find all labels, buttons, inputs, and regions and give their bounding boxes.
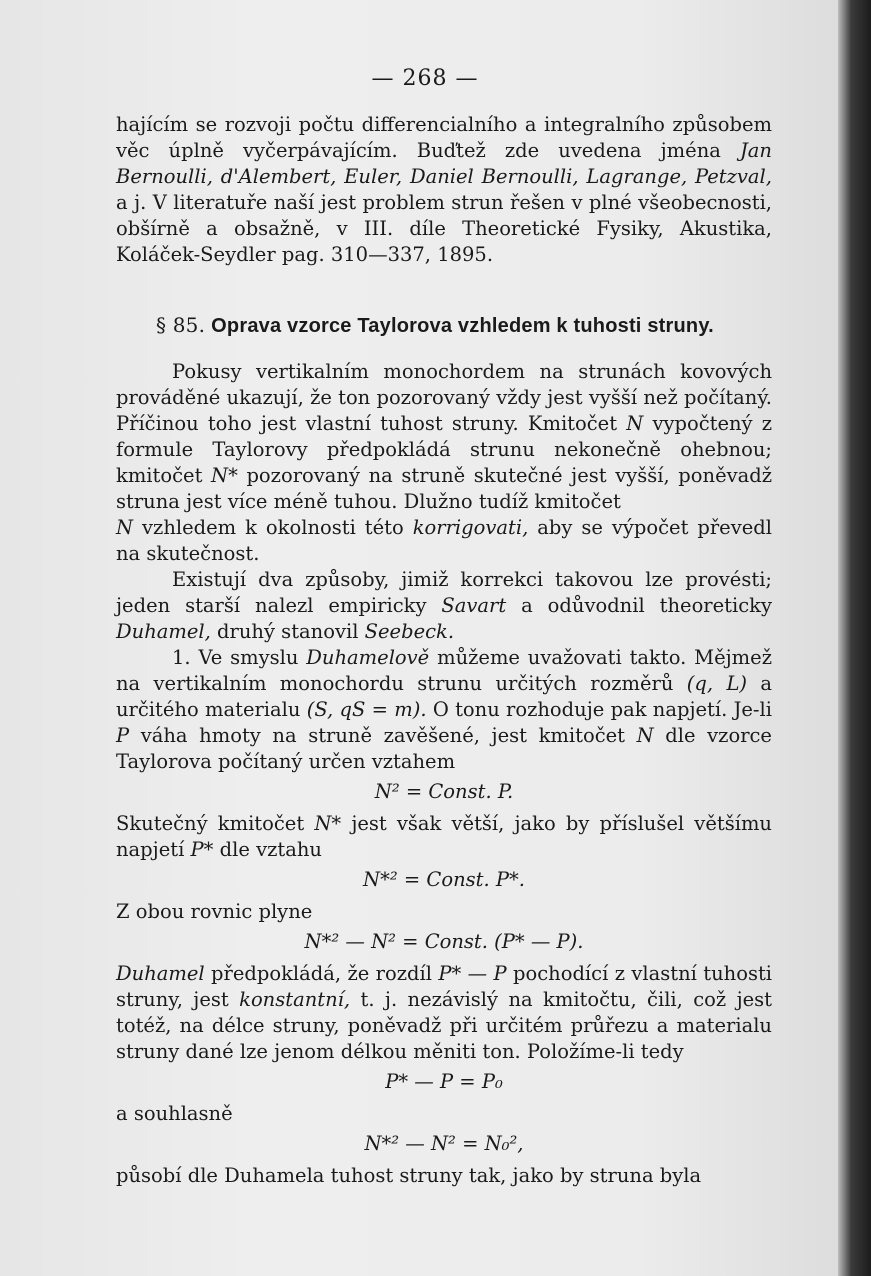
paragraph-skutecny xyxy=(116,811,772,863)
symbol: P* xyxy=(190,838,214,861)
text-run: a určitého materialu xyxy=(116,672,772,721)
intro-text-2: a j. V literatuře naší jest problem strun řešen v plné všeobecnosti, obšírně a obsažně, v III. díle Theoretické Fysiky, Akustika, Koláček-Seydler pag. 310—337, 1895. xyxy=(116,191,772,266)
name-seebeck: Seebeck. xyxy=(364,620,455,643)
text-run: Pokusy vertikalním monochordem na strunách kovových prováděné ukazují, že ton pozorovaný vždy jest vyšší než počítaný. Příčinou toho jest vlastní tuhost struny. Kmitočet xyxy=(116,360,772,435)
symbol: N* xyxy=(211,464,238,487)
symbol: P xyxy=(116,724,130,747)
text-run: vypočtený z formule Taylorovy předpokládá strunu nekonečně ohebnou; kmitočet xyxy=(116,412,772,487)
equation-text: P* — P = P₀ xyxy=(385,1070,503,1093)
page-body xyxy=(116,112,772,1189)
paragraph-z-obou: Z obou rovnic plyne xyxy=(116,900,313,923)
text-run: pozorovaný na struně skutečné jest vyšší, poněvadž struna jest více méně tuhou. Dlužno tudíž kmitočet xyxy=(116,464,773,513)
text-run: dle vztahu xyxy=(219,838,322,861)
equation-text: N² = Const. P. xyxy=(374,780,514,803)
section-title: Oprava vzorce Taylorova vzhledem k tuhosti struny. xyxy=(211,315,714,337)
equation-text: N*² — N² = N₀², xyxy=(364,1132,524,1155)
paragraph-duhamel-method xyxy=(116,645,772,775)
equation-text: N*² — N² = Const. (P* — P). xyxy=(304,930,584,953)
text-run: váha hmoty na struně zavěšené, jest kmitočet xyxy=(140,724,626,747)
equation-2 xyxy=(116,867,772,893)
book-binding-edge xyxy=(838,0,871,1276)
page-number: — 268 — xyxy=(371,66,479,91)
text-run: vzhledem k okolnosti této xyxy=(142,516,404,539)
emphasis: konstantní, xyxy=(239,988,351,1011)
text-run: druhý stanovil xyxy=(217,620,359,643)
text-run: aby se výpočet převedl na skutečnost. xyxy=(116,516,772,565)
equation-3 xyxy=(116,929,772,955)
section-sign: § 85. xyxy=(156,313,206,337)
symbol: (q, L) xyxy=(686,672,747,695)
intro-paragraph xyxy=(116,112,772,268)
symbol: (S, qS = m). xyxy=(306,698,427,721)
text-run: a odůvodnil theoreticky xyxy=(521,594,772,617)
equation-4 xyxy=(116,1069,772,1095)
intro-names: Jan Bernoulli, d'Alembert, Euler, Daniel Bernoulli, Lagrange, Petzval, xyxy=(116,139,772,188)
text-run: jest však větší, jako by příslušel většímu napjetí xyxy=(116,812,772,861)
name-savart: Savart xyxy=(441,594,507,617)
equation-5 xyxy=(116,1131,772,1157)
symbol: N* xyxy=(314,812,342,835)
text-run: t. j. nezávislý na kmitočtu, čili, což jest totéž, na délce struny, poněvadž při určitém průřezu a materialu struny dané lze jenom délkou měniti ton. Položíme-li tedy xyxy=(116,988,772,1063)
paragraph-pusobi: působí dle Duhamela tuhost struny tak, jako by struna byla xyxy=(116,1164,702,1187)
emphasis: Duhamelově xyxy=(306,646,430,669)
equation-1 xyxy=(116,779,772,805)
emphasis: korrigovati, xyxy=(412,516,529,539)
text-run: Existují dva způsoby, jimiž korrekci takovou lze provésti; jeden starší nalezl empiricky xyxy=(116,568,772,617)
symbol: N xyxy=(636,724,654,747)
name-duhamel: Duhamel xyxy=(116,962,205,985)
text-run: předpokládá, že rozdíl xyxy=(211,962,432,985)
symbol: N xyxy=(116,516,134,539)
paragraph-pokusy xyxy=(116,359,772,567)
text-run: Skutečný kmitočet xyxy=(116,812,305,835)
text-run: dle vzorce Taylorova počítaný určen vztahem xyxy=(116,724,772,773)
text-run: můžeme uvažovati takto. Mějmež na vertikalním monochordu strunu určitých rozměrů xyxy=(116,646,772,695)
name-duhamel: Duhamel, xyxy=(116,620,211,643)
intro-text-1: hajícím se rozvoji počtu differencialního a integralního způsobem věc úplně vyčerpávajícím. Buďtež zde uvedena jména xyxy=(116,113,772,162)
equation-text: N*² = Const. P*. xyxy=(363,868,525,891)
paragraph-predpoklada xyxy=(116,961,772,1065)
paragraph-souhlasne: a souhlasně xyxy=(116,1102,233,1125)
text-run: O tonu rozhoduje pak napjetí. Je-li xyxy=(432,698,772,721)
symbol: P* — P xyxy=(438,962,507,985)
text-run: pochodící z vlastní tuhosti struny, jest xyxy=(116,962,773,1011)
paragraph-existuji xyxy=(116,567,772,645)
section-heading xyxy=(156,312,772,339)
text-run: 1. Ve smyslu xyxy=(172,646,299,669)
symbol: N xyxy=(626,412,644,435)
